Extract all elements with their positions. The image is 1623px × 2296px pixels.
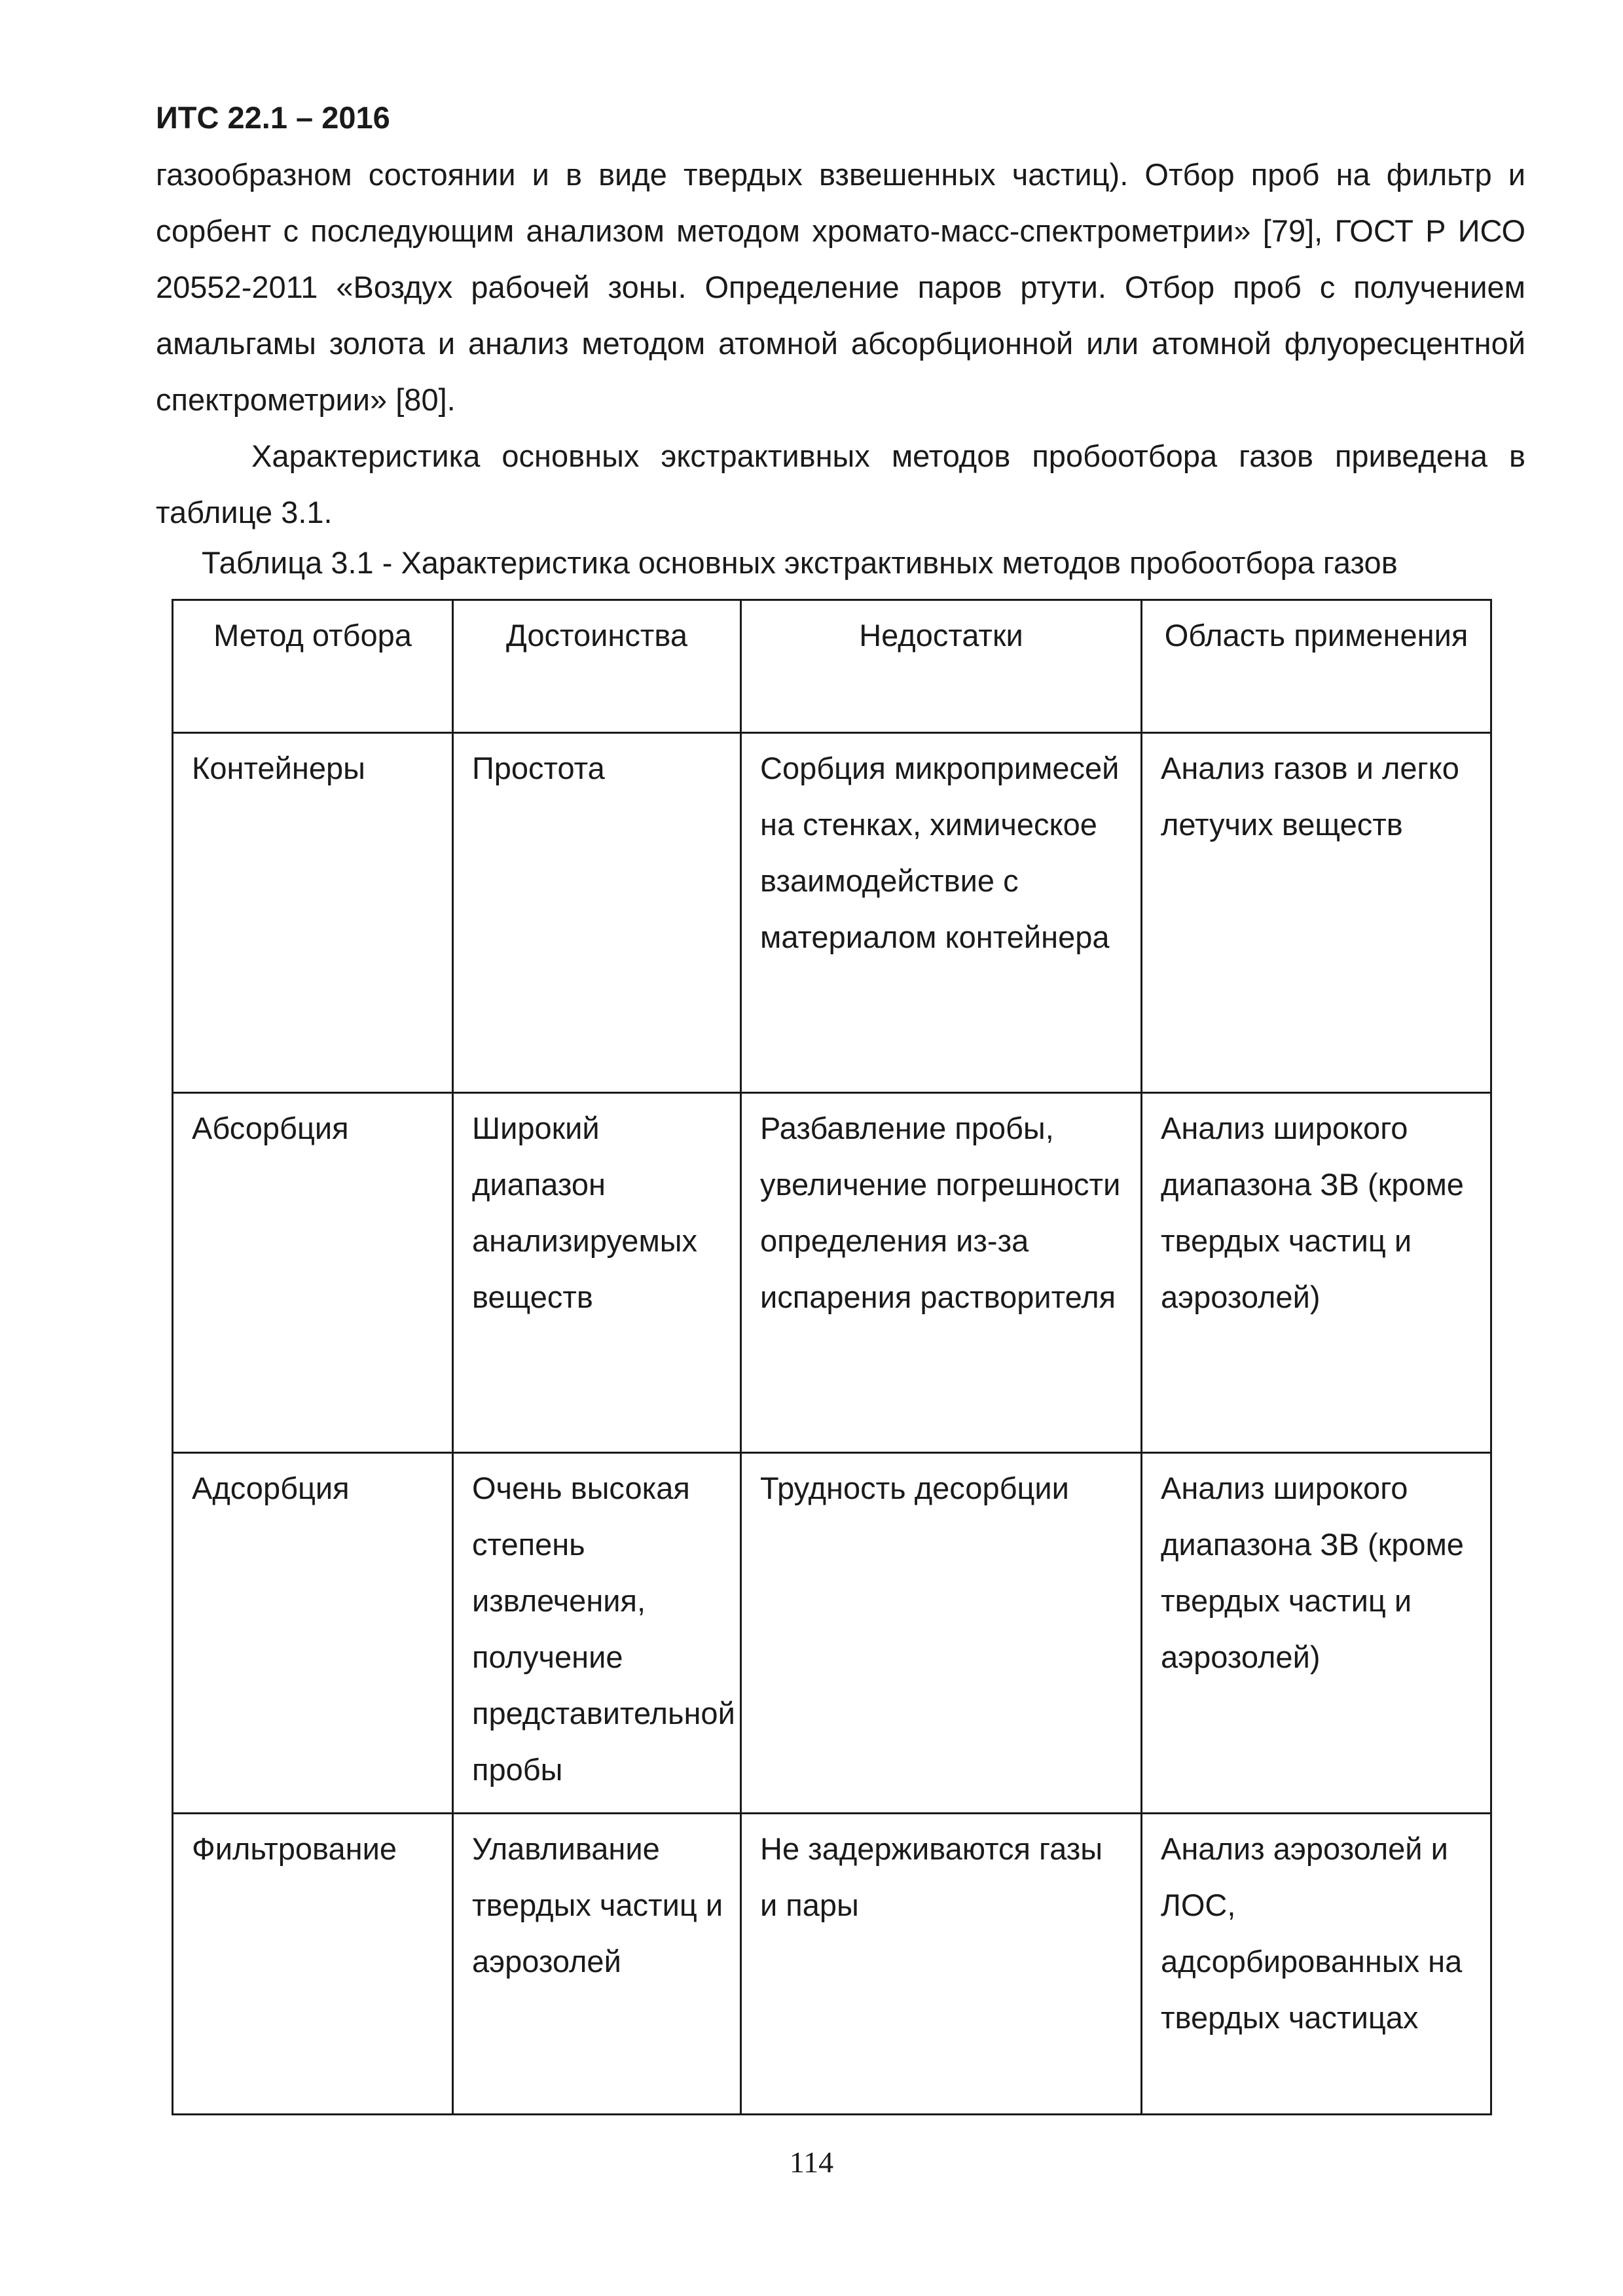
table-cell-method: Фильтрование [173,1814,453,2115]
page-number: 114 [789,2145,834,2179]
table-cell-advantages: Улавливание твердых частиц и аэрозолей [453,1814,741,2115]
table-header-row [173,600,1491,733]
table-cell-advantages: Простота [453,733,741,1093]
table-cell-method: Контейнеры [173,733,453,1093]
table-cell-advantages: Широкий диапазон анализируемых веществ [453,1093,741,1453]
table-cell-disadvantages: Разбавление пробы, увеличение погрешности определения из-за испарения растворителя [741,1093,1142,1453]
table-cell-method: Абсорбция [173,1093,453,1453]
table-row [173,1453,1491,1814]
body-paragraph-2: Характеристика основных экстрактивных методов пробоотбора газов приведена в таблице 3.1. [156,439,1525,529]
header-cell-advantages: Достоинства [453,600,741,733]
table-row [173,1814,1491,2115]
sampling-methods-table [172,599,1492,2115]
document-code: ИТС 22.1 – 2016 [156,100,390,135]
table-cell-method: Адсорбция [173,1453,453,1814]
table-row [173,1093,1491,1453]
table-cell-disadvantages: Не задерживаются газы и пары [741,1814,1142,2115]
header-cell-disadvantages: Недостатки [741,600,1142,733]
table-row [173,733,1491,1093]
table-cell-disadvantages: Трудность десорбции [741,1453,1142,1814]
table-cell-disadvantages: Сорбция микропримесей на стенках, химическое взаимодействие с материалом контейнера [741,733,1142,1093]
body-paragraph-1: газообразном состоянии и в виде твердых взвешенных частиц). Отбор проб на фильтр и сорбент с последующим анализом методом хромато-масс-спектрометрии» [79], ГОСТ Р ИСО 20552-2011 «Воздух рабочей зоны. Определение паров ртути. Отбор проб с получением амальгамы золота и анализ методом атомной абсорбционной или атомной флуоресцентной спектрометрии» [80]. [156,157,1525,417]
table-caption: Таблица 3.1 - Характеристика основных экстрактивных методов пробоотбора газов [202,545,1398,580]
table-cell-application: Анализ газов и легко летучих веществ [1142,733,1491,1093]
table-cell-application: Анализ аэрозолей и ЛОС, адсорбированных на твердых частицах [1142,1814,1491,2115]
header-cell-method: Метод отбора [173,600,453,733]
table-cell-application: Анализ широкого диапазона ЗВ (кроме твердых частиц и аэрозолей) [1142,1093,1491,1453]
table-cell-advantages: Очень высокая степень извлечения, получение представительной пробы [453,1453,741,1814]
table-cell-application: Анализ широкого диапазона ЗВ (кроме твердых частиц и аэрозолей) [1142,1453,1491,1814]
header-cell-application: Область применения [1142,600,1491,733]
